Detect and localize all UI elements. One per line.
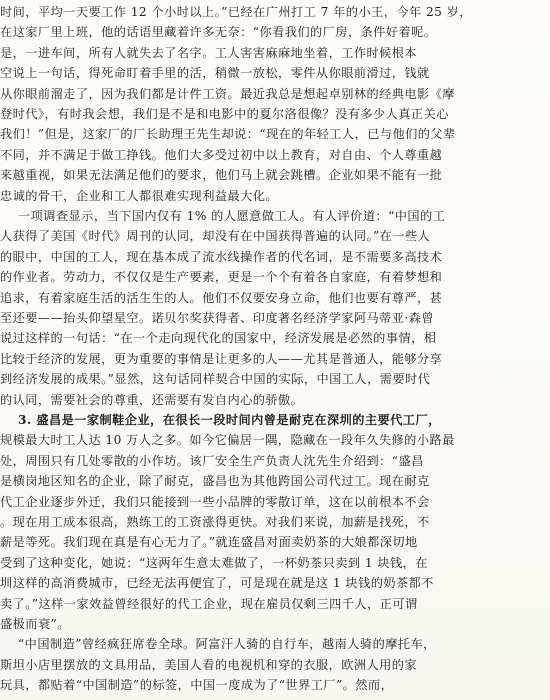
text-line: 比较于经济的发展，更为重要的事情是让更多的人——尤其是普通人，能够分享: [0, 351, 443, 366]
text-line: 到经济发展的成果。”显然，这句话同样契合中国的实际，中国工人，需要时代: [0, 372, 431, 387]
text-line: 登时代》，有时我会想，我们是不是和电影中的夏尔洛很像？没有多少人真正关心: [0, 107, 449, 121]
text-line: 规模最大时工人达 10 万人之多。如今它偏居一隅，隐藏在一段年久失修的小路最: [0, 433, 455, 448]
text-line: 不同，并不满足于做工挣钱。他们大多受过初中以上教育，对自由、个人尊重越: [0, 147, 443, 162]
text-line: “中国制造”曾经疯狂席卷全球。阿富汗人骑的自行车，越南人骑的摩托车，: [18, 637, 436, 652]
text-line: 的眼中，中国的工人，现在基本成了流水线操作者的代名词，是不需要多高技术: [0, 249, 443, 264]
text-line: 追求，有着家庭生活的活生生的人。他们不仅要安身立命，他们也要有尊严，甚: [0, 290, 443, 305]
text-line: 薪是等死。我们现在真是有心无力了。”就连盛昌对面卖奶茶的大娘都深切地: [0, 535, 418, 550]
text-line: 至还要——抬头仰望星空。诺贝尔奖获得者、印度著名经济学家阿马蒂亚·森曾: [0, 311, 434, 325]
text-line: 受到了这种变化，她说：“这两年生意太难做了，一杯奶茶只卖到 1 块钱，在: [0, 555, 428, 570]
text-line: 忠诚的骨干，企业和工人都很难实现利益最大化。: [0, 188, 279, 203]
text-line: 来越重视，如果无法满足他们的要求，他们马上就会跳槽。企业如果不能有一批: [0, 168, 443, 183]
text-line: 从你眼前溜走了，因为我们都是计件工资。最近我总是想起卓别林的经典电影《摩: [0, 86, 455, 101]
text-line: 玩具，都贴着“中国制造”的标签，中国一度成为了“世界工厂”。然而，: [0, 678, 394, 693]
text-line: 圳这样的高消费城市，已经无法再便宜了，可是现在就是这 1 块钱的奶茶都不: [0, 576, 434, 591]
text-line: 我们！”但是，这家厂的厂长助理王先生却说：“现在的年轻工人，已与他们的父辈: [0, 127, 456, 142]
text-line: 3. 盛昌是一家制鞋企业，在很长一段时间内曾是耐克在深圳的主要代工厂，: [18, 413, 441, 427]
text-line: 处，周围只有几处零散的小作坊。该厂安全生产负责人沈先生介绍到：“盛昌: [0, 453, 424, 468]
text-line: 人获得了美国《时代》周刊的认同，却没有在中国获得普遍的认同。”在一些人: [0, 229, 431, 244]
text-line: 斯坦小店里摆放的文具用品，美国人看的电视机和穿的衣服，欧洲人用的家: [0, 657, 418, 672]
text-line: 说过这样的一句话：“在一个走向现代化的国家中，经济发展是必然的事情，相: [0, 331, 437, 346]
text-line: 的认同，需要社会的尊重，还需要有发自内心的骄傲。: [0, 392, 304, 407]
text-line: 是，一进车间，所有人就失去了名字。工人害害麻麻地坐着，工作时候根本: [0, 45, 418, 60]
text-line: 是横岗地区知名的企业，除了耐克，盛昌也为其他跨国公司代过工。现在耐克: [0, 474, 430, 489]
text-line: 卖了。”这样一家效益曾经很好的代工企业，现在雇员仅剩三四千人，正可谓: [0, 596, 418, 611]
text-line: 一项调查显示，当下国内仅有 1% 的人愿意做工人。有人评价道：“中国的工: [18, 209, 446, 223]
text-line: 在这家厂里上班，他的话语里藏着许多无奈：“你看我们的厂房，条件好着呢。: [0, 25, 437, 40]
text-line: 。现在用工成本很高，熟练工的工资涨得更快。对我们来说，加薪是找死，不: [0, 515, 430, 529]
text-line: 盛极而衰”。: [0, 617, 70, 631]
text-line: 代工企业逐步外迁，我们只能接到一些小品牌的零散订单，这在以前根本不会: [0, 494, 430, 509]
text-line: 时间，平均一天要工作 12 个小时以上。”已经在广州打工 7 年的小王，今年 25 岁，: [0, 5, 472, 19]
text-line: 空说上一句话，得死命盯着手里的活，稍微一放松，零件从你眼前滑过，钱就: [0, 66, 430, 81]
text-line: 的作业者。劳动力，不仅仅是生产要素，更是一个个有着各自家庭，有着梦想和: [0, 270, 443, 285]
